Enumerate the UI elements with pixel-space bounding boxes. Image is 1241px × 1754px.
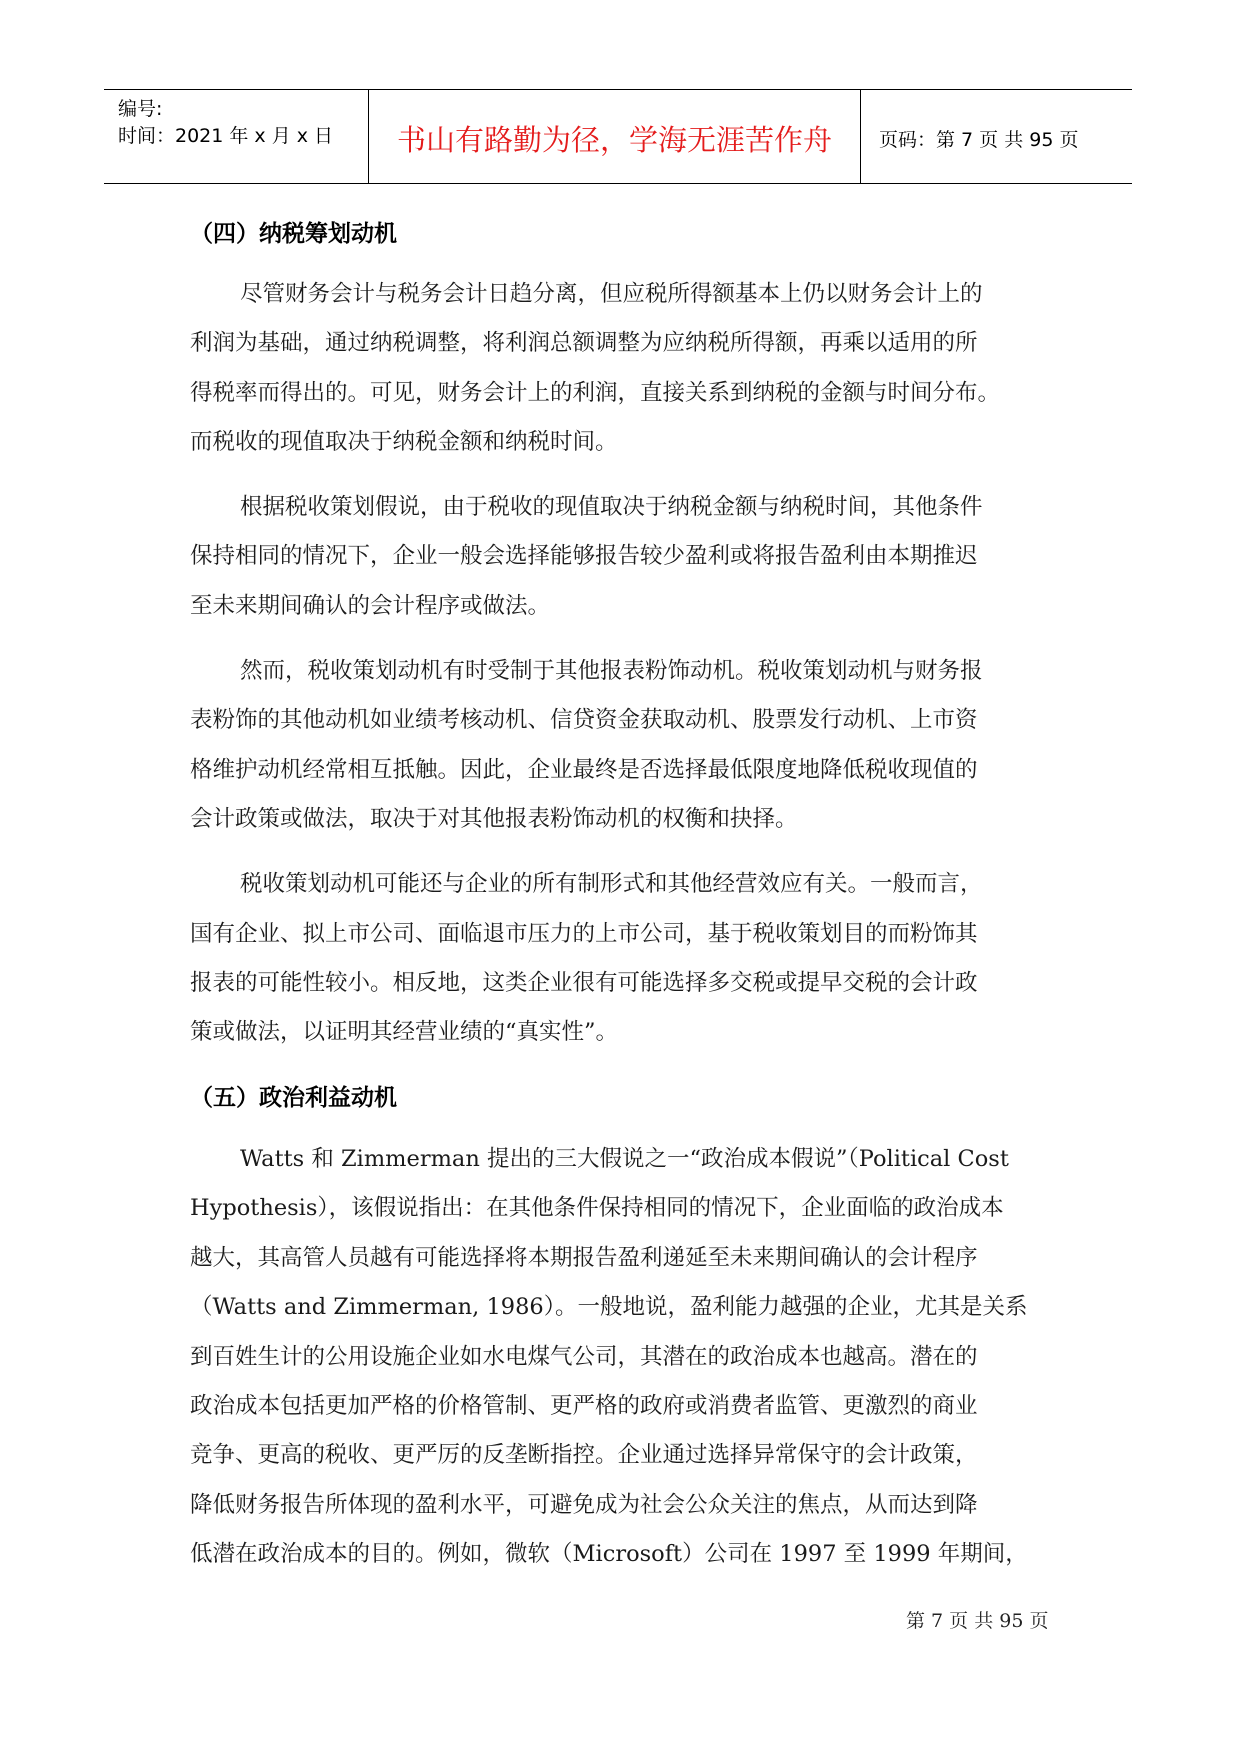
paragraph-line: 竞争、更高的税收、更严厉的反垄断指控。企业通过选择异常保守的会计政策， (190, 1442, 978, 1468)
paragraph-line: 然而，税收策划动机有时受制于其他报表粉饰动机。税收策划动机与财务报 (240, 658, 983, 684)
paragraph-line: 政治成本包括更加严格的价格管制、更严格的政府或消费者监管、更激烈的商业 (190, 1393, 978, 1419)
paragraph-line: 尽管财务会计与税务会计日趋分离，但应税所得额基本上仍以财务会计上的 (240, 281, 983, 307)
paragraph-line: （Watts and Zimmerman, 1986）。一般地说，盈利能力越强的企业，尤其是关系 (190, 1294, 1028, 1320)
paragraph-line: 保持相同的情况下，企业一般会选择能够报告较少盈利或将报告盈利由本期推迟 (190, 543, 978, 569)
paragraph-line: 国有企业、拟上市公司、面临退市压力的上市公司，基于税收策划目的而粉饰其 (190, 921, 978, 947)
paragraph-line: 税收策划动机可能还与企业的所有制形式和其他经营效应有关。一般而言， (240, 871, 983, 897)
section-heading-political: （五）政治利益动机 (190, 1085, 397, 1111)
paragraph-line: 至未来期间确认的会计程序或做法。 (190, 593, 551, 619)
page-footer: 第 7 页 共 95 页 (906, 1610, 1049, 1632)
page-header (104, 89, 1132, 184)
header-page-cell (861, 90, 1132, 183)
motto-text: 书山有路勤为径，学海无涯苦作舟 (396, 123, 832, 157)
paragraph-line: 会计政策或做法，取决于对其他报表粉饰动机的权衡和抉择。 (190, 806, 798, 832)
paragraph-line: 利润为基础，通过纳税调整，将利润总额调整为应纳税所得额，再乘以适用的所 (190, 330, 978, 356)
paragraph-line: Hypothesis），该假说指出：在其他条件保持相同的情况下，企业面临的政治成本 (190, 1195, 1004, 1221)
page-number-label: 页码：第 7 页 共 95 页 (879, 129, 1079, 151)
serial-number-label: 编号: (118, 98, 163, 120)
paragraph-line: 格维护动机经常相互抵触。因此，企业最终是否选择最低限度地降低税收现值的 (190, 757, 978, 783)
section-heading-tax: （四）纳税筹划动机 (190, 221, 397, 247)
paragraph-line: 根据税收策划假说，由于税收的现值取决于纳税金额与纳税时间，其他条件 (240, 494, 983, 520)
paragraph-line: 到百姓生计的公用设施企业如水电煤气公司，其潜在的政治成本也越高。潜在的 (190, 1344, 978, 1370)
header-motto-cell (369, 90, 861, 183)
date-label: 时间：2021 年 x 月 x 日 (118, 125, 334, 147)
paragraph-line: 低潜在政治成本的目的。例如，微软（Microsoft）公司在 1997 至 1999 年期间， (190, 1541, 1028, 1567)
paragraph-line: 得税率而得出的。可见，财务会计上的利润，直接关系到纳税的金额与时间分布。 (190, 380, 1001, 406)
header-meta-cell (104, 90, 369, 183)
paragraph-line: 越大，其高管人员越有可能选择将本期报告盈利递延至未来期间确认的会计程序 (190, 1245, 978, 1271)
paragraph-line: 降低财务报告所体现的盈利水平，可避免成为社会公众关注的焦点，从而达到降 (190, 1492, 978, 1518)
paragraph-line: Watts 和 Zimmerman 提出的三大假说之一“政治成本假说”（Political Cost (240, 1146, 1009, 1172)
paragraph-line: 而税收的现值取决于纳税金额和纳税时间。 (190, 429, 618, 455)
paragraph-line: 表粉饰的其他动机如业绩考核动机、信贷资金获取动机、股票发行动机、上市资 (190, 707, 978, 733)
paragraph-line: 报表的可能性较小。相反地，这类企业很有可能选择多交税或提早交税的会计政 (190, 970, 978, 996)
paragraph-line: 策或做法，以证明其经营业绩的“真实性”。 (190, 1019, 619, 1045)
